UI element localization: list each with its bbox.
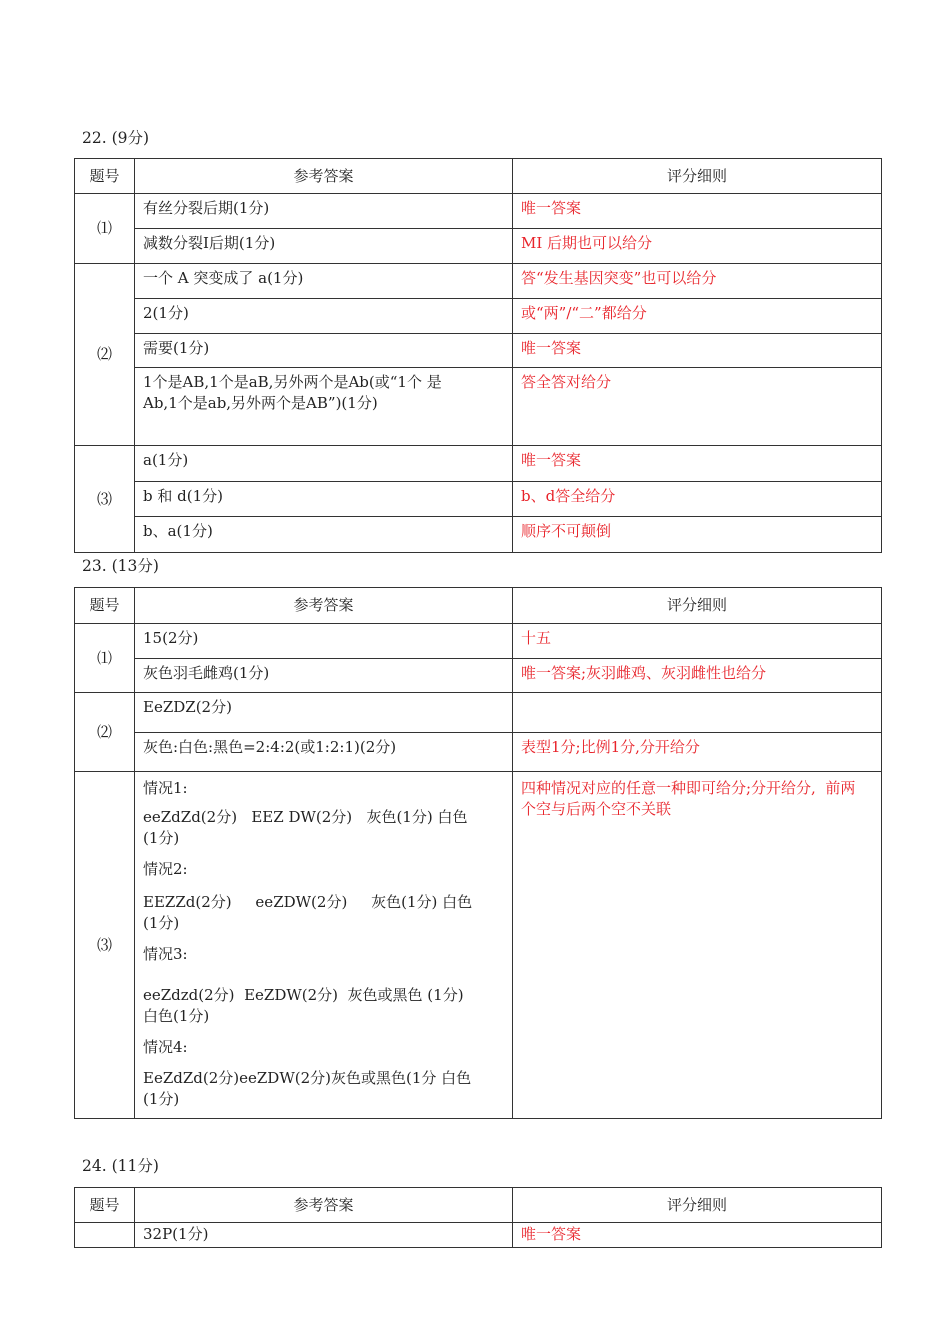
answer-cell: 灰色:白色:黑色=2:4:2(或1:2:1)(2分) (135, 733, 513, 772)
header-rule: 评分细则 (513, 159, 882, 194)
answer-cell: 一个 A 突变成了 a(1分) (135, 264, 513, 299)
table-row (75, 693, 882, 733)
q22-table (74, 158, 882, 553)
table-row (75, 334, 882, 368)
case-text: EeZdZd(2分)eeZDW(2分)灰色或黑色(1分 白色(1分) (143, 1069, 472, 1108)
answer-cell: 灰色羽毛雌鸡(1分) (135, 659, 513, 693)
header-answer: 参考答案 (135, 1188, 513, 1223)
question-number: ⑵ (75, 264, 135, 446)
table-row (75, 1223, 882, 1248)
table-row (75, 299, 882, 334)
rule-cell: 表型1分;比例1分,分开给分 (513, 733, 882, 772)
q23-title: 23. (13分) (82, 557, 159, 575)
case-text: eeZdzd(2分) EeZDW(2分) 灰色或黑色 (1分) 白色(1分) (143, 986, 478, 1025)
header-answer: 参考答案 (135, 588, 513, 624)
table-row (75, 264, 882, 299)
table-row (75, 733, 882, 772)
case-label: 情况1: (143, 779, 188, 797)
rule-cell: MI 后期也可以给分 (513, 229, 882, 264)
answer-cell: 减数分裂Ⅰ后期(1分) (135, 229, 513, 264)
answer-cell: b、a(1分) (135, 517, 513, 553)
answer-cell: 1个是AB,1个是aB,另外两个是Ab(或“1个 是Ab,1个是ab,另外两个是AB”)(1分) (135, 368, 513, 446)
table-row (75, 517, 882, 553)
answer-cell: 2(1分) (135, 299, 513, 334)
rule-cell: 唯一答案;灰羽雌鸡、灰羽雌性也给分 (513, 659, 882, 693)
q24-table (74, 1187, 882, 1248)
rule-cell: 顺序不可颠倒 (513, 517, 882, 553)
question-number: ⑶ (75, 772, 135, 1119)
header-rule: 评分细则 (513, 1188, 882, 1223)
answer-cell: 15(2分) (135, 624, 513, 659)
case-label: 情况2: (143, 860, 188, 878)
header-answer: 参考答案 (135, 159, 513, 194)
table-row (75, 446, 882, 482)
rule-cell: 四种情况对应的任意一种即可给分;分开给分, 前两个空与后两个空不关联 (513, 772, 882, 1119)
rule-cell (513, 693, 882, 733)
q24-title: 24. (11分) (82, 1157, 159, 1175)
header-rule: 评分细则 (513, 588, 882, 624)
table-row (75, 624, 882, 659)
table-row (75, 772, 882, 1119)
rule-cell: 十五 (513, 624, 882, 659)
rule-cell: 或“两”/“二”都给分 (513, 299, 882, 334)
question-number: ⑵ (75, 693, 135, 772)
table-header-row (75, 1188, 882, 1223)
rule-cell: 唯一答案 (513, 194, 882, 229)
header-num: 题号 (75, 1188, 135, 1223)
case-label: 情况3: (143, 945, 188, 963)
table-row (75, 659, 882, 693)
answer-cell: 有丝分裂后期(1分) (135, 194, 513, 229)
rule-cell: 唯一答案 (513, 334, 882, 368)
header-num: 题号 (75, 159, 135, 194)
answer-cell: 32P(1分) (135, 1223, 513, 1248)
rule-cell: 唯一答案 (513, 1223, 882, 1248)
question-number: ⑴ (75, 624, 135, 693)
q23-table (74, 587, 882, 1119)
q22-title: 22. (9分) (82, 129, 150, 147)
answer-cell: EeZDZ(2分) (135, 693, 513, 733)
answer-cell (135, 772, 513, 1119)
answer-cell: a(1分) (135, 446, 513, 482)
table-row (75, 194, 882, 229)
table-row (75, 368, 882, 446)
rule-cell: 答全答对给分 (513, 368, 882, 446)
question-number: ⑶ (75, 446, 135, 553)
case-text: eeZdZd(2分) EEZ DW(2分) 灰色(1分) 白色(1分) (143, 808, 468, 847)
rule-cell: b、d答全给分 (513, 482, 882, 517)
question-number: ⑴ (75, 194, 135, 264)
answer-cell: b 和 d(1分) (135, 482, 513, 517)
header-num: 题号 (75, 588, 135, 624)
question-number (75, 1223, 135, 1248)
table-row (75, 229, 882, 264)
table-header-row (75, 588, 882, 624)
table-header-row (75, 159, 882, 194)
rule-cell: 答“发生基因突变”也可以给分 (513, 264, 882, 299)
case-text: EEZZd(2分) eeZDW(2分) 灰色(1分) 白色(1分) (143, 893, 473, 932)
answer-cell: 需要(1分) (135, 334, 513, 368)
case-label: 情况4: (143, 1038, 188, 1056)
table-row (75, 482, 882, 517)
rule-cell: 唯一答案 (513, 446, 882, 482)
